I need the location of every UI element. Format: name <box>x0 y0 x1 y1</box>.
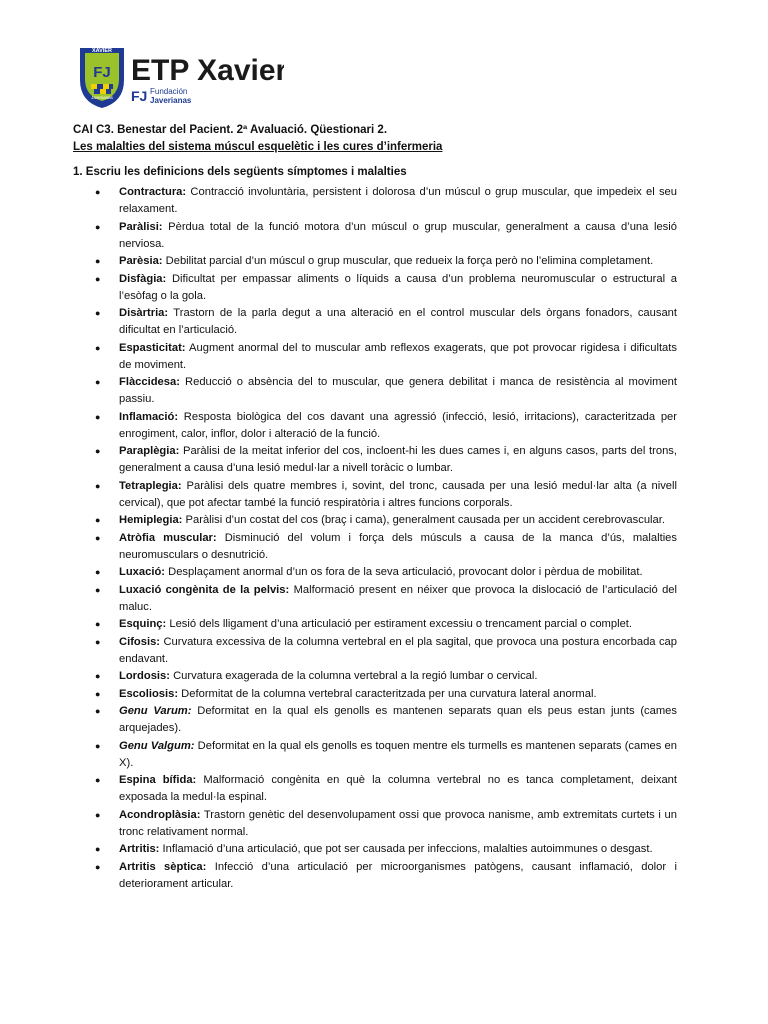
bullet-icon: ● <box>95 844 101 854</box>
bullet-icon: ● <box>95 688 101 699</box>
definition-text: Augment anormal del to muscular amb reflexos exagerats, que pot provocar rigidesa i dificultats de moviment. <box>119 341 677 371</box>
course-title: CAI C3. Benestar del Pacient. 2ª Avaluació. Qüestionari 2. <box>73 124 388 136</box>
definition-text: Contracció involuntària, persistent i dolorosa d’un múscul o grup muscular, que impedeix el seu relaxament. <box>119 186 677 215</box>
bullet-icon: ● <box>95 256 101 266</box>
definition-item <box>95 409 677 443</box>
definition-term: Escoliosis: <box>119 687 179 700</box>
definition-item <box>95 634 677 668</box>
definition-text: Paràlisi de la meitat inferior del cos, incloent-hi les dues cames i, en alguns casos, parts del trons, generalment a causa d’una lesió medul·lar a nivell toràcic o lumbar. <box>119 445 677 474</box>
definition-term: Disàrtria: <box>119 307 169 319</box>
definition-term: Disfàgia: <box>119 272 167 285</box>
logo-sub-line1: Fundación <box>150 87 188 96</box>
definition-text: Deformitat en la qual els genolls es toquen mentre els turmells es mantenen separats (cames en X). <box>119 739 677 769</box>
bullet-icon: ● <box>95 619 101 629</box>
definition-text: Curvatura excessiva de la columna vertebral en el pla sagital, que provoca una postura encorbada cap endavant. <box>119 635 677 665</box>
definition-text: Malformació present en néixer que provoca la dislocació de l’articulació del maluc. <box>119 583 677 613</box>
bullet-icon: ● <box>95 740 101 751</box>
document-header <box>73 122 683 156</box>
definition-text: Pèrdua total de la funció motora d’un múscul o grup muscular, generalment a causa d’una lesió nerviosa. <box>119 220 677 250</box>
definition-term: Inflamació: <box>119 410 179 423</box>
bullet-icon: ● <box>95 187 101 197</box>
bullet-icon: ● <box>95 584 101 595</box>
bullet-icon: ● <box>95 446 101 456</box>
definition-text: Debilitat parcial d’un múscul o grup muscular, que redueix la força però no l’elimina completament. <box>162 255 654 267</box>
definition-term: Luxació: <box>119 566 166 578</box>
logo-sub-line2: Javerianas <box>150 96 192 105</box>
definition-item <box>95 738 677 772</box>
bullet-icon: ● <box>95 377 101 387</box>
bullet-icon: ● <box>95 411 101 422</box>
definition-text: Curvatura exagerada de la columna vertebral a la regió lumbar o cervical. <box>169 670 538 682</box>
definition-item <box>95 184 677 218</box>
definition-term: Espasticitat: <box>119 341 186 354</box>
logo-shield-checker <box>91 84 113 94</box>
definition-term: Cifosis: <box>119 635 161 648</box>
bullet-icon: ● <box>95 532 101 543</box>
definition-item <box>95 340 677 374</box>
definition-text: Dificultat per empassar aliments o líquids a causa d’un problema neuromuscular o estructural a l’esòfag o la gola. <box>119 272 677 302</box>
bullet-icon: ● <box>95 221 101 232</box>
definition-term: Artritis: <box>119 843 160 855</box>
bullet-icon: ● <box>95 308 101 318</box>
definition-item <box>95 443 677 477</box>
bullet-icon: ● <box>95 342 101 353</box>
bullet-icon: ● <box>95 480 101 491</box>
definition-text: Deformitat en la qual els genolls es mantenen separats quan els peus estan junts (cames arquejades). <box>119 705 677 734</box>
logo-shield-bottom-text: Javerianas <box>91 95 113 100</box>
definition-term: Acondroplàsia: <box>119 808 201 821</box>
definition-item <box>95 668 677 685</box>
definition-term: Esquinç: <box>119 618 167 630</box>
bullet-icon: ● <box>95 861 101 872</box>
etp-xavier-logo <box>78 44 284 110</box>
definition-term: Genu Varum: <box>119 705 192 717</box>
logo-graphic <box>78 44 284 110</box>
bullet-icon: ● <box>95 273 101 284</box>
definition-item <box>95 219 677 253</box>
definition-text: Deformitat de la columna vertebral caracteritzada per una curvatura lateral anormal. <box>178 687 597 700</box>
topic-title: Les malalties del sistema múscul esquelètic i les cures d’infermeria <box>73 141 443 153</box>
definition-text: Disminució del volum i força dels músculs a causa de la manca d’ús, malalties neuromusculars o desnutrició. <box>119 531 677 561</box>
logo-shield-top-text: XAVIER <box>91 48 113 54</box>
definition-item <box>95 582 677 616</box>
definition-item <box>95 305 677 339</box>
definition-item <box>95 564 677 581</box>
definition-term: Genu Valgum: <box>119 739 195 752</box>
definition-term: Flàccidesa: <box>119 376 180 388</box>
bullet-icon: ● <box>95 671 101 681</box>
definition-text: Lesió dels lligament d’una articulació per estirament excessiu o trencament parcial o complet. <box>166 618 633 630</box>
bullet-icon: ● <box>95 515 101 525</box>
definition-text: Malformació congènita en què la columna vertebral no es tanca completament, deixant exposada la medul·la espinal. <box>119 774 677 803</box>
definition-item <box>95 686 677 703</box>
definition-term: Parèsia: <box>119 255 163 267</box>
definition-text: Paràlisi dels quatre membres i, sovint, del tronc, causada per una lesió medul·lar alta (a nivell cervical), que pot afectar també la funció respiratòria i altres funcions corporals. <box>119 479 677 509</box>
logo-sub-mark: FJ <box>131 88 148 104</box>
bullet-icon: ● <box>95 775 101 785</box>
definition-item <box>95 530 677 564</box>
definition-item <box>95 374 677 408</box>
definition-term: Tetraplegia: <box>119 479 182 492</box>
definition-item <box>95 478 677 512</box>
definition-item <box>95 772 677 806</box>
definition-item <box>95 841 677 858</box>
bullet-icon: ● <box>95 809 101 820</box>
definition-term: Paràlisi: <box>119 220 163 233</box>
definition-text: Inflamació d’una articulació, que pot ser causada per infeccions, malalties autoimmunes o desgast. <box>159 843 653 855</box>
definition-term: Hemiplegia: <box>119 514 183 526</box>
definition-item <box>95 616 677 633</box>
definition-text: Trastorn de la parla degut a una alteració en el control muscular dels òrgans fonadors, causant dificultat en l’articulació. <box>119 307 677 336</box>
definition-item <box>95 512 677 529</box>
definition-text: Resposta biològica del cos davant una agressió (infecció, lesió, irritacions), caracteritzada per enrogiment, calor, inflor, dolor i alteració de la funció. <box>119 410 677 440</box>
bullet-icon: ● <box>95 706 101 716</box>
definition-term: Atròfia muscular: <box>119 531 217 544</box>
definition-term: Luxació congènita de la pelvis: <box>119 583 290 596</box>
definition-item <box>95 859 677 893</box>
definition-term: Lordosis: <box>119 670 170 682</box>
question-heading: 1. Escriu les definicions dels següents símptomes i malalties <box>73 166 407 178</box>
definitions-list <box>95 184 677 893</box>
definition-text: Trastorn genètic del desenvolupament ossi que provoca nanisme, amb extremitats curtets i un tronc relativament normal. <box>119 808 677 838</box>
definition-term: Contractura: <box>119 186 187 198</box>
definition-term: Paraplègia: <box>119 445 180 457</box>
logo-shield-mark: FJ <box>93 64 111 81</box>
bullet-icon: ● <box>95 636 101 647</box>
definition-text: Paràlisi d’un costat del cos (braç i cama), generalment causada per un accident cerebrovascular. <box>182 514 665 526</box>
definition-item <box>95 253 677 270</box>
definition-text: Reducció o absència del to muscular, que genera debilitat i manca de resistència al moviment passiu. <box>119 376 677 405</box>
definition-term: Espina bífida: <box>119 774 197 786</box>
bullet-icon: ● <box>95 567 101 577</box>
definition-item <box>95 807 677 841</box>
definition-term: Artritis sèptica: <box>119 860 207 873</box>
definition-item <box>95 703 677 737</box>
definition-text: Desplaçament anormal d’un os fora de la seva articulació, provocant dolor i pèrdua de mobilitat. <box>165 566 643 578</box>
definition-item <box>95 271 677 305</box>
logo-brand-text: ETP Xavier <box>131 54 284 87</box>
definition-text: Infecció d’una articulació per microorganismes patògens, causant inflamació, dolor i deteriorament articular. <box>119 860 677 890</box>
